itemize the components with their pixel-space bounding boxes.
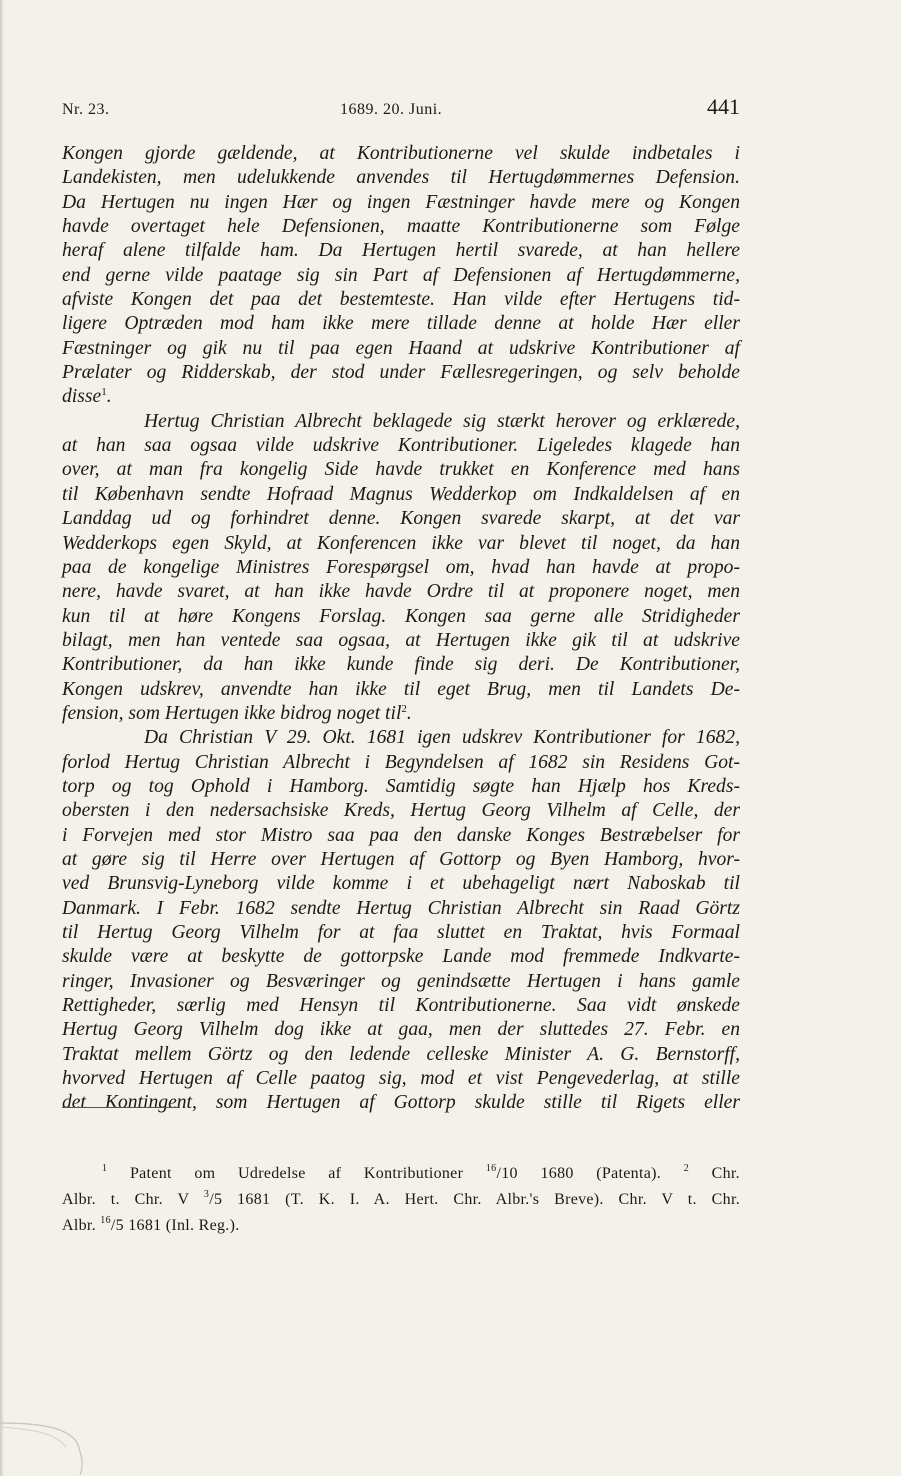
- text-line: Danmark. I Febr. 1682 sendte Hertug Christian Albrecht sin Raad Görtz: [62, 897, 740, 919]
- date-numerator: 3: [203, 1189, 210, 1200]
- text-line: Da Hertugen nu ingen Hær og ingen Fæstninger havde mere og Kongen: [62, 191, 740, 213]
- date-numerator: 16: [100, 1215, 111, 1226]
- text-line: til Hertug Georg Vilhelm for at faa sluttet en Traktat, hvis Formaal: [62, 922, 740, 943]
- text-line: bilagt, men han ventede saa ogsaa, at Hertugen ikke gik til at udskrive: [62, 629, 740, 651]
- footnote-line: [62, 1158, 740, 1184]
- text-line: Traktat mellem Görtz og den ledende celleske Minister A. G. Bernstorff,: [62, 1043, 740, 1065]
- text-line: forlod Hertug Christian Albrecht i Begyndelsen af 1682 sin Residens Got-: [62, 751, 740, 773]
- text-line: hvorved Hertugen af Celle paatog sig, mod et vist Pengevederlag, at stille: [62, 1068, 740, 1090]
- footnote-line: [62, 1210, 740, 1236]
- text-line: at han saa ogsaa vilde udskrive Kontributioner. Ligeledes klagede han: [62, 435, 740, 457]
- text-line: Kontributioner, da han ikke kunde finde sig deri. De Kontributioner,: [62, 654, 740, 676]
- text-line: Hertug Georg Vilhelm dog ikke at gaa, men der sluttedes 27. Febr. en: [62, 1019, 740, 1041]
- page-number: 441: [707, 94, 740, 119]
- text-line-with-note: [62, 385, 740, 409]
- text-line: Landdag ud og forhindret denne. Kongen svarede skarpt, at det var: [62, 508, 740, 530]
- text-line: Da Christian V 29. Okt. 1681 igen udskrev Kontributioner for 1682,: [144, 727, 740, 749]
- text-line: Prælater og Ridderskab, der stod under Fællesregeringen, og selv beholde: [62, 362, 740, 384]
- text-line: Kongen gjorde gældende, at Kontributionerne vel skulde indbetales i: [62, 143, 740, 164]
- text-line: til København sendte Hofraad Magnus Wedderkop om Indkaldelsen af en: [62, 483, 740, 505]
- page-curl-mark: [0, 1405, 100, 1475]
- footnote-number: 1: [102, 1163, 108, 1174]
- date-denominator: /5: [209, 1191, 223, 1208]
- text-line: ringer, Invasioner og Besværinger og genindsætte Hertugen i hans gamle: [62, 970, 740, 992]
- text-line: ved Brunsvig-Lyneborg vilde komme i et ubehageligt nært Naboskab til: [62, 873, 740, 895]
- punctuation: .: [106, 386, 112, 408]
- footnote-ref: 2: [401, 702, 407, 715]
- text-line: end gerne vilde paatage sig sin Part af Defensionen af Hertugdømmerne,: [62, 264, 740, 286]
- footnote-text: Albr.: [62, 1217, 96, 1234]
- text-line: skulde være at beskytte de gottorpske Lande mod fremmede Indkvarte-: [62, 946, 740, 968]
- text-line: afviste Kongen det paa det bestemteste. Han vilde efter Hertugens tid-: [62, 289, 740, 311]
- text-line: havde overtaget hele Defensionen, maatte Kontributionerne som Følge: [62, 216, 740, 238]
- text-line: heraf alene tilfalde ham. Da Hertugen hertil svarede, at han hellere: [62, 240, 740, 262]
- footnote-text: 1680 (Patenta).: [540, 1165, 662, 1182]
- text-line: i Forvejen med stor Mistro saa paa den danske Konges Bestræbelser for: [62, 824, 740, 846]
- text-line: kun til at høre Kongens Forslag. Kongen saa gerne alle Stridigheder: [62, 605, 740, 627]
- footnote-divider: [62, 1107, 180, 1108]
- text-line: paa de kongelige Ministres Forespørgsel om, hvad han havde at propo-: [62, 556, 740, 578]
- text-line: Hertug Christian Albrecht beklagede sig stærkt herover og erklærede,: [144, 410, 740, 432]
- footnote-ref: 1: [101, 386, 107, 399]
- document-date: 1689. 20. Juni.: [340, 101, 443, 118]
- text-line: nere, havde svaret, at han ikke havde Ordre til at proponere noget, men: [62, 581, 740, 603]
- date-numerator: 16: [485, 1163, 497, 1174]
- running-header: [62, 94, 740, 134]
- footnote-text: Albr. t. Chr. V: [62, 1191, 190, 1208]
- footnote-text: 1681 (Inl. Reg.).: [128, 1217, 240, 1234]
- text-line: Kongen udskrev, anvendte han ikke til eget Brug, men til Landets De-: [62, 678, 740, 700]
- text-line: det Kontingent, som Hertugen af Gottorp skulde stille til Rigets eller: [62, 1092, 740, 1114]
- text-line: Wedderkops egen Skyld, at Konferencen ikke var blevet til noget, da han: [62, 532, 740, 554]
- footnote-text: Chr.: [711, 1165, 740, 1182]
- text-line: over, at man fra kongelig Side havde trukket en Konference med hans: [62, 459, 740, 481]
- page-edge-shadow: [0, 0, 4, 1476]
- text-line: Landekisten, men udelukkende anvendes til Hertugdømmernes Defension.: [62, 167, 740, 189]
- date-denominator: /5: [110, 1217, 124, 1234]
- footnote-text: 1681 (T. K. I. A. Hert. Chr. Albr.'s Breve). Chr. V t. Chr.: [237, 1191, 740, 1208]
- footnotes: [62, 1158, 740, 1236]
- text-line: Rettigheder, særlig med Hensyn til Kontributionerne. Saa vidt ønskede: [62, 995, 740, 1017]
- text-line-with-note: [62, 702, 740, 726]
- text-line: at gøre sig til Herre over Hertugen af Gottorp og Byen Hamborg, hvor-: [62, 848, 740, 870]
- main-text: [62, 142, 740, 1116]
- text-line: torp og tog Ophold i Hamborg. Samtidig søgte han Hjælp hos Kreds-: [62, 775, 740, 797]
- footnote-number: 2: [683, 1163, 690, 1174]
- date-denominator: /10: [496, 1165, 518, 1182]
- footnote-text: Patent om Udredelse af Kontributioner: [129, 1165, 464, 1182]
- footnote-line: [62, 1184, 740, 1210]
- text-line: Fæstninger og gik nu til paa egen Haand at udskrive Kontributioner af: [62, 337, 740, 359]
- text-line: fension, som Hertugen ikke bidrog noget til: [62, 702, 402, 724]
- text-line: obersten i den nedersachsiske Kreds, Hertug Georg Vilhelm af Celle, der: [62, 800, 740, 822]
- text-line: ligere Optræden mod ham ikke mere tillade denne at holde Hær eller: [62, 313, 740, 335]
- text-line: disse: [62, 386, 102, 408]
- punctuation: .: [406, 702, 412, 724]
- document-number: Nr. 23.: [62, 101, 110, 118]
